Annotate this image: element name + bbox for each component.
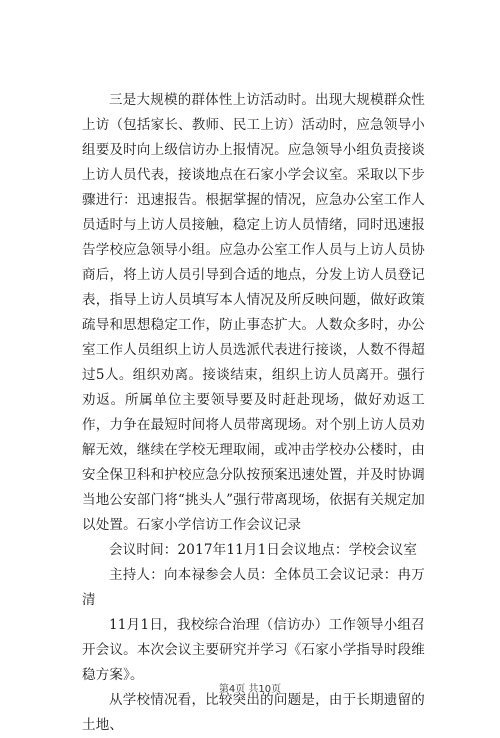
paragraph-meeting-participants: 主持人：向本禄参会人员：全体员工会议记录：冉万清 [82, 567, 425, 608]
paragraph-meeting-summary: 11月1日，我校综合治理（信访办）工作领导小组召开会议。本次会议主要研究并学习《石家小学指导时段维稳方案》。 [82, 617, 425, 683]
paragraph-school-situation: 从学校情况看，比较突出的问题是，由于长期遗留的土地、 [82, 692, 425, 733]
paragraph-meeting-time-place: 会议时间：2017年11月1日会议地点：学校会议室 [109, 542, 418, 558]
page-footer: 第4页 共10页 [218, 684, 282, 695]
paragraph-large-scale-petition: 三是大规模的群体性上访活动时。出现大规模群众性上访（包括家长、教师、民工上访）活动时，应急领导小组要及时向上级信访办上报情况。应急领导小组负责接谈上访人员代表，接谈地点在石家小学会议室。采取以下步骤进行：迅速报告。根据掌握的情况，应急办公室工作人员适时与上访人员接触，稳定上访人员情绪，同时迅速报告学校应急领导小组。应急办公室工作人员与上访人员协商后，将上访人员引导到合适的地点，分发上访人员登记表，指导上访人员填写本人情况及所反映问题，做好政策疏导和思想稳定工作，防止事态扩大。人数众多时，办公室工作人员组织上访人员选派代表进行接谈，人数不得超过5人。组织劝离。接谈结束，组织上访人员离开。强行劝返。所属单位主要领导要及时赶赴现场，做好劝返工作，力争在最短时间将人员带离现场。对个别上访人员劝解无效，继续在学校无理取闹，或冲击学校办公楼时，由安全保卫科和护校应急分队按预案迅速处置，并及时协调当地公安部门将“挑头人”强行带离现场，依据有关规定加以处置。石家小学信访工作会议记录 [82, 92, 426, 533]
document-body [82, 88, 425, 738]
